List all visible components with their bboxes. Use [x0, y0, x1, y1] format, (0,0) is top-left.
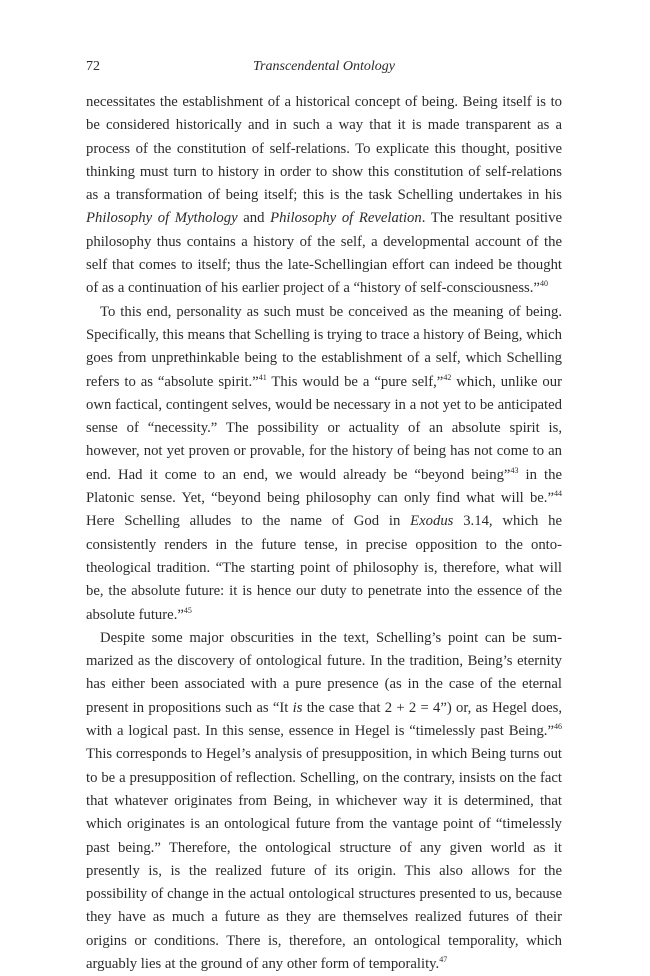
italic-text: Philosophy of Revelation: [270, 210, 422, 227]
page-number: 72: [86, 59, 100, 74]
text-run: To this end, personality as such must be conceived as the meaning of being. Specifically, this means that Schelling is trying to trace a history of Being, which goes from unprethinkable being to the establishment of a self, which Schelling refers to as “absolute spirit.”: [86, 303, 562, 390]
text-run: 3.14, which he consistently renders in the future tense, in precise opposition to the onto-theological tradition. “The starting point of philosophy is, therefore, what will be, the absolute future: it is hence our duty to penetrate into the essence of the absolute future.”: [86, 513, 562, 623]
footnote-marker: 40: [539, 279, 548, 289]
text-run: This would be a “pure self,”: [266, 373, 444, 390]
footnote-marker: 41: [258, 372, 267, 382]
book-page: [86, 56, 562, 976]
text-run: necessitates the establishment of a historical concept of being. Being itself is to be considered historically and in such a way that it is made transparent as a process of the constitution of self-relations. To explicate this thought, positive thinking must turn to history in order to show this constitution of self-relations as a transformation of being itself; this is the task Schelling undertakes in his: [86, 94, 562, 204]
body-text: [86, 91, 562, 976]
paragraph: [86, 301, 562, 627]
running-head: [86, 56, 562, 78]
text-run: . The resultant positive philosophy thus contains a history of the self, a developmental account of the self that comes to itself; thus the late-Schellingian effort can indeed be thought of as a continuation of his earlier project of a “history of self-consciousness.”: [86, 210, 562, 297]
text-run: in the Platonic sense. Yet, “beyond being philosophy can only find what will be.”: [86, 466, 562, 507]
italic-text: Philosophy of Mythology: [86, 210, 238, 227]
text-run: the case that 2 + 2 = 4”) or, as Hegel does, with a logical past. In this sense, essence in Hegel is “timelessly past Being.”: [86, 699, 562, 740]
italic-text: is: [292, 699, 303, 716]
italic-text: Exodus: [410, 513, 454, 530]
text-run: This corresponds to Hegel’s analysis of presupposition, in which Being turns out to be a presupposition of reflection. Schelling, on the contrary, insists on the fact that whatever originates from Being, in whichever way it is determined, that which originates is an ontological future from the vantage point of “timelessly past being.” Therefore, the ontological structure of any given world as it presently is, is the realized future of its origin. This also allows for the possibility of change in the actual ontological structures presented to us, because they have as much a future as they are themselves realized futures of their origins or conditions. There is, therefore, an ontological temporality, which arguably lies at the ground of any other form of temporality.: [86, 746, 562, 972]
footnote-marker: 43: [510, 465, 519, 475]
footnote-marker: 46: [554, 722, 562, 732]
text-run: Here Schelling alludes to the name of God in: [86, 513, 411, 530]
text-run: Despite some major obscurities in the text, Schelling’s point can be summarized as the discovery of ontological future. In the tradition, Being’s eternity has either been associated with a pure presence (as in the case of the eternal present in propositions such as “It: [86, 629, 562, 716]
running-title: Transcendental Ontology: [253, 59, 395, 74]
text-run: and: [237, 210, 271, 227]
footnote-marker: 42: [443, 372, 452, 382]
footnote-marker: 45: [183, 605, 192, 615]
footnote-marker: 47: [439, 954, 448, 964]
paragraph: [86, 91, 562, 301]
text-run: which, unlike our own factical, contingent selves, would be necessary in a not yet to be anticipated sense of “necessity.” The possibility or actuality of an absolute spirit is, however, not yet proven or provable, for the history of being has not come to an end. Had it come to an end, we would already be “beyond being”: [86, 373, 562, 483]
paragraph: [86, 627, 562, 976]
footnote-marker: 44: [554, 489, 562, 499]
